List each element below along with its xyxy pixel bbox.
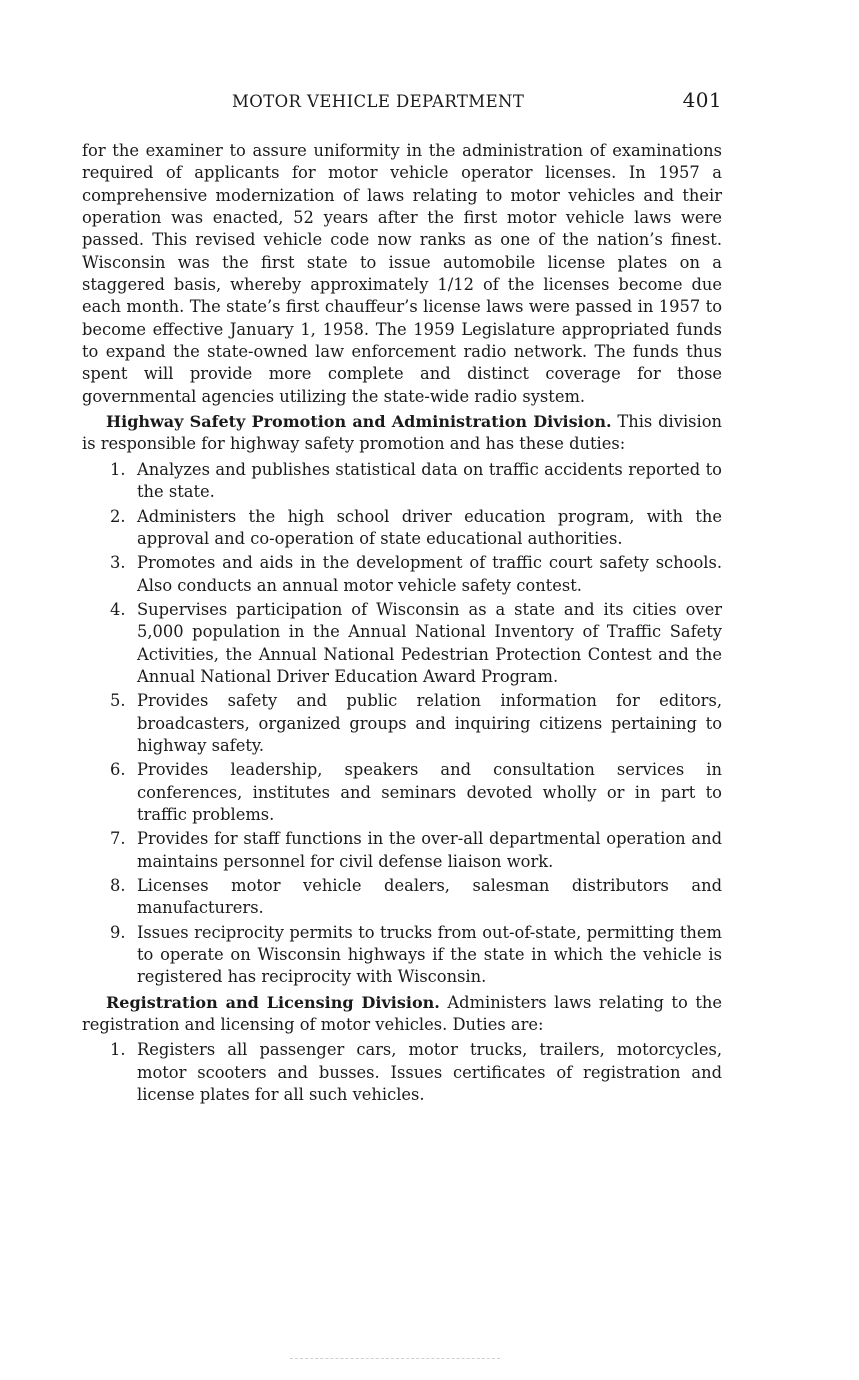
document-page: [82, 88, 722, 1109]
list-item: [82, 459, 722, 504]
intro-paragraph: for the examiner to assure uniformity in the administration of examinations required of applicants for motor vehicle operator licenses. In 1957 a comprehensive modernization of laws relating to motor vehicles and their operation was enacted, 52 years after the first motor vehicle laws were passed. This revised vehicle code now ranks as one of the nation’s finest. Wisconsin was the first state to issue automobile license plates on a staggered basis, whereby approximately 1/12 of the licenses become due each month. The state’s first chauffeur’s license laws were passed in 1957 to become effective January 1, 1958. The 1959 Legislature appropriated funds to expand the state-owned law enforcement radio network. The funds thus spent will provide more complete and distinct coverage for those governmental agencies utilizing the state-wide radio system.: [82, 141, 722, 406]
list-item-text: Administers the high school driver education program, with the approval and co-operation of state educational authorities.: [137, 506, 722, 548]
list-item-number: 1.: [110, 459, 126, 479]
list-item-text: Analyzes and publishes statistical data on traffic accidents reported to the state.: [137, 459, 722, 502]
list-item-text: Provides leadership, speakers and consultation services in conferences, institutes and seminars devoted wholly or in part to traffic problems.: [137, 760, 722, 824]
list-item-text: Provides for staff functions in the over-all departmental operation and maintains personnel for civil defense liaison work.: [137, 829, 722, 871]
list-item-number: 3.: [110, 553, 126, 573]
list-item: [82, 875, 722, 920]
list-item: [82, 552, 722, 597]
list-item-text: Supervises participation of Wisconsin as a state and its cities over 5,000 population in the Annual National Inventory of Traffic Safety Activities, the Annual National Pedestrian Protection Contest and the Annual National Driver Education Award Program.: [137, 599, 722, 686]
highway-division-heading: Highway Safety Promotion and Administration Division.: [106, 412, 612, 432]
running-title: MOTOR VEHICLE DEPARTMENT: [232, 92, 525, 111]
list-item-text: Licenses motor vehicle dealers, salesman distributors and manufacturers.: [137, 876, 722, 918]
running-header: [82, 88, 722, 118]
highway-division-duties-list: [82, 459, 722, 989]
list-item-number: 5.: [110, 691, 126, 711]
registration-division-duties-list: [82, 1039, 722, 1106]
registration-division-heading: Registration and Licensing Division.: [106, 992, 440, 1012]
highway-division-lead: This division is responsible for highway safety promotion and has these duties:: [82, 412, 722, 454]
list-item-number: 1.: [110, 1040, 126, 1060]
list-item: [82, 828, 722, 873]
list-item-number: 7.: [110, 829, 126, 849]
registration-division-paragraph: [82, 992, 722, 1037]
list-item: [82, 922, 722, 989]
list-item-number: 9.: [110, 922, 126, 942]
list-item: [82, 759, 722, 826]
list-item-text: Provides safety and public relation information for editors, broadcasters, organized groups and inquiring citizens pertaining to highway safety.: [137, 691, 722, 755]
list-item-number: 8.: [110, 876, 126, 895]
list-item-text: Registers all passenger cars, motor trucks, trailers, motorcycles, motor scooters and busses. Issues certificates of registration and license plates for all such vehicles.: [137, 1040, 722, 1105]
highway-division-paragraph: [82, 411, 722, 456]
list-item: [82, 1039, 722, 1106]
body-text: [82, 140, 722, 1106]
list-item-text: Promotes and aids in the development of traffic court safety schools. Also conducts an annual motor vehicle safety contest.: [137, 553, 722, 595]
page-number: 401: [682, 88, 722, 112]
list-item: [82, 599, 722, 688]
list-item-number: 6.: [110, 760, 126, 780]
list-item-text: Issues reciprocity permits to trucks from out-of-state, permitting them to operate on Wisconsin highways if the state in which the vehicle is registered has reciprocity with Wisconsin.: [137, 922, 722, 987]
list-item-number: 2.: [110, 506, 126, 526]
footer-smudge: [290, 1358, 500, 1360]
list-item: [82, 690, 722, 757]
list-item: [82, 506, 722, 551]
registration-division-lead: Administers laws relating to the registration and licensing of motor vehicles. Duties are:: [82, 992, 722, 1035]
list-item-number: 4.: [110, 599, 126, 619]
